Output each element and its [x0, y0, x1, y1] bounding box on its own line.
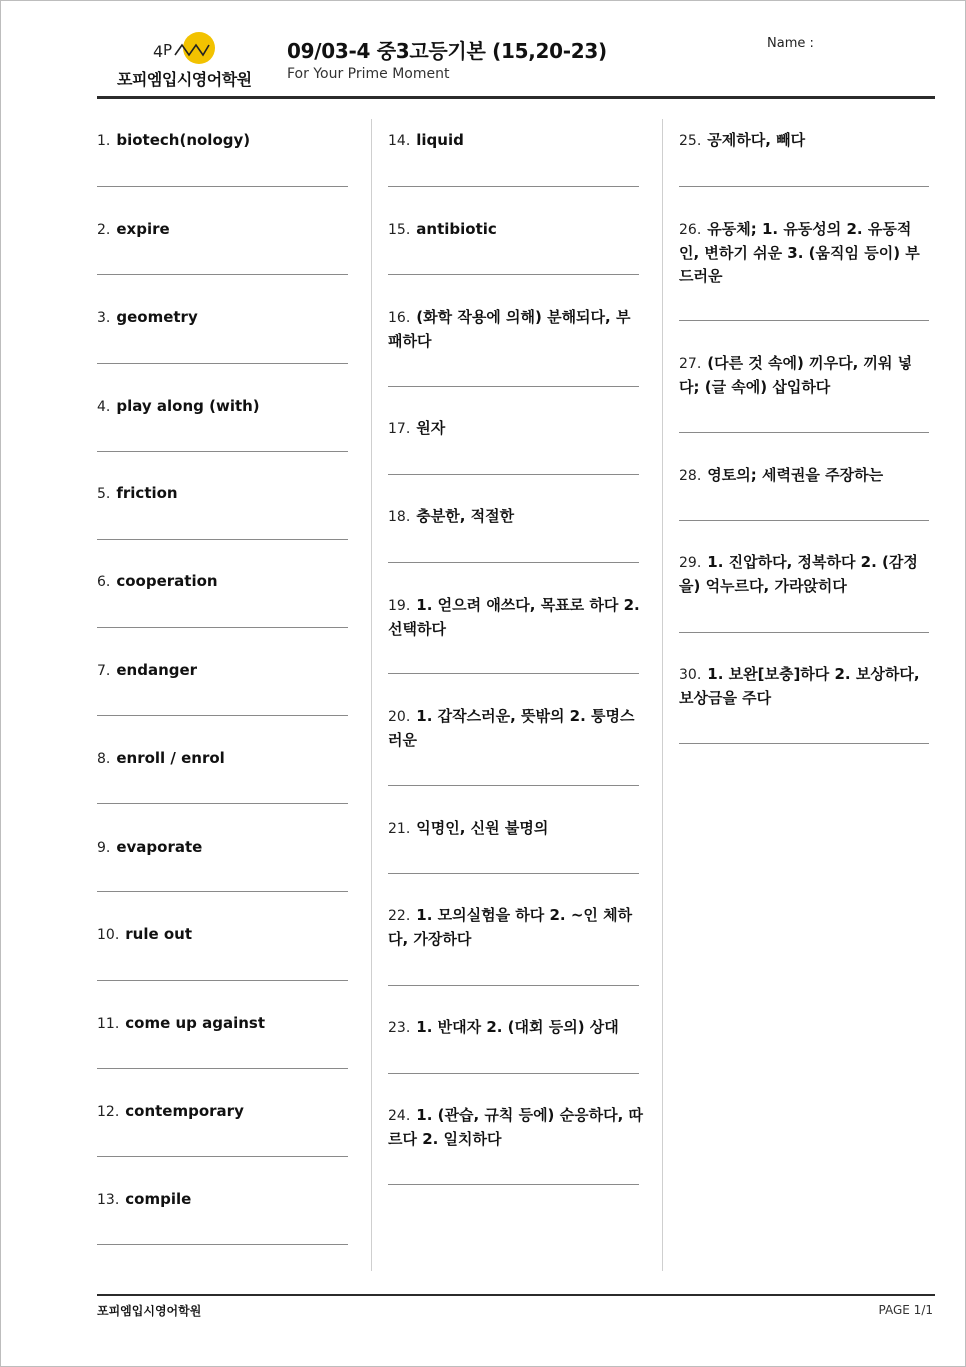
answer-line[interactable]: [97, 803, 348, 804]
answer-line[interactable]: [388, 985, 639, 986]
item-text: 1. 모의실험을 하다 2. ~인 체하다, 가장하다: [388, 906, 633, 948]
list-item: 14. liquid: [388, 131, 464, 149]
item-text: evaporate: [116, 838, 203, 856]
list-item: 16. (화학 작용에 의해) 분해되다, 부패하다: [388, 308, 631, 350]
list-item: 21. 익명인, 신원 불명의: [388, 819, 549, 837]
list-item: 29. 1. 진압하다, 정복하다 2. (감정을) 억누르다, 가라앉히다: [679, 553, 918, 595]
answer-line[interactable]: [679, 186, 929, 187]
item-text: 1. 진압하다, 정복하다 2. (감정을) 억누르다, 가라앉히다: [679, 553, 918, 595]
item-text: (다른 것 속에) 끼우다, 끼워 넣다; (글 속에) 삽입하다: [679, 354, 913, 396]
list-item: 9. evaporate: [97, 838, 203, 856]
list-item: 28. 영토의; 세력권을 주장하는: [679, 466, 884, 484]
answer-line[interactable]: [97, 980, 348, 981]
answer-line[interactable]: [388, 186, 639, 187]
list-item: 5. friction: [97, 484, 178, 502]
list-item: 20. 1. 갑작스러운, 뜻밖의 2. 퉁명스러운: [388, 707, 635, 749]
item-text: enroll / enrol: [116, 749, 225, 767]
item-text: contemporary: [125, 1102, 244, 1120]
item-text: 1. 보완[보충]하다 2. 보상하다, 보상금을 주다: [679, 665, 920, 707]
list-item: 18. 충분한, 적절한: [388, 507, 515, 525]
item-text: 1. 얻으려 애쓰다, 목표로 하다 2. 선택하다: [388, 596, 640, 638]
list-item: 26. 유동체; 1. 유동성의 2. 유동적인, 변하기 쉬운 3. (움직임 등이) 부드러운: [679, 220, 920, 285]
answer-line[interactable]: [97, 715, 348, 716]
answer-line[interactable]: [388, 474, 639, 475]
answer-line[interactable]: [97, 1068, 348, 1069]
list-item: 1. biotech(nology): [97, 131, 251, 149]
item-text: expire: [116, 220, 170, 238]
list-item: 24. 1. (관습, 규칙 등에) 순응하다, 따르다 2. 일치하다: [388, 1106, 644, 1148]
list-item: 6. cooperation: [97, 572, 218, 590]
list-item: 2. expire: [97, 220, 170, 238]
item-text: 익명인, 신원 불명의: [416, 819, 549, 837]
item-text: liquid: [416, 131, 464, 149]
item-text: 공제하다, 빼다: [707, 131, 806, 149]
answer-line[interactable]: [388, 785, 639, 786]
item-text: biotech(nology): [116, 131, 251, 149]
column-divider: [662, 119, 663, 1271]
footer-academy-name: 포피엠입시영어학원: [97, 1304, 202, 1318]
answer-line[interactable]: [97, 274, 348, 275]
header-divider: [97, 96, 935, 99]
item-text: endanger: [116, 661, 198, 679]
list-item: 11. come up against: [97, 1014, 266, 1032]
answer-line[interactable]: [97, 363, 348, 364]
item-text: 1. (관습, 규칙 등에) 순응하다, 따르다 2. 일치하다: [388, 1106, 644, 1148]
item-text: 영토의; 세력권을 주장하는: [707, 466, 884, 484]
item-text: 유동체; 1. 유동성의 2. 유동적인, 변하기 쉬운 3. (움직임 등이) 부드러운: [679, 220, 920, 285]
academy-logo: [111, 31, 261, 91]
answer-line[interactable]: [97, 1156, 348, 1157]
answer-line[interactable]: [97, 451, 348, 452]
page-title: 09/03-4 중3고등기본 (15,20-23): [287, 39, 607, 63]
item-text: 원자: [416, 419, 446, 437]
item-text: geometry: [116, 308, 198, 326]
item-text: 충분한, 적절한: [416, 507, 515, 525]
answer-line[interactable]: [679, 743, 929, 744]
logo-text: 포피엠입시영어학원: [117, 70, 252, 89]
answer-line[interactable]: [388, 1073, 639, 1074]
page-number: PAGE 1/1: [878, 1303, 933, 1317]
item-text: antibiotic: [416, 220, 497, 238]
answer-line[interactable]: [97, 539, 348, 540]
answer-line[interactable]: [97, 1244, 348, 1245]
list-item: 30. 1. 보완[보충]하다 2. 보상하다, 보상금을 주다: [679, 665, 920, 707]
list-item: 27. (다른 것 속에) 끼우다, 끼워 넣다; (글 속에) 삽입하다: [679, 354, 913, 396]
answer-line[interactable]: [388, 673, 639, 674]
list-item: 12. contemporary: [97, 1102, 244, 1120]
logo-mark-icon: [151, 31, 215, 65]
answer-line[interactable]: [388, 274, 639, 275]
answer-line[interactable]: [97, 891, 348, 892]
item-text: rule out: [125, 925, 193, 943]
item-text: compile: [125, 1190, 192, 1208]
list-item: 3. geometry: [97, 308, 198, 326]
list-item: 19. 1. 얻으려 애쓰다, 목표로 하다 2. 선택하다: [388, 596, 640, 638]
item-text: 1. 반대자 2. (대회 등의) 상대: [416, 1018, 619, 1036]
answer-line[interactable]: [388, 873, 639, 874]
svg-text:4: 4: [153, 42, 164, 61]
answer-line[interactable]: [388, 1184, 639, 1185]
list-item: 8. enroll / enrol: [97, 749, 225, 767]
item-text: (화학 작용에 의해) 분해되다, 부패하다: [388, 308, 631, 350]
list-item: 4. play along (with): [97, 397, 260, 415]
list-item: 15. antibiotic: [388, 220, 497, 238]
answer-line[interactable]: [679, 520, 929, 521]
answer-line[interactable]: [679, 632, 929, 633]
item-text: come up against: [125, 1014, 266, 1032]
answer-line[interactable]: [388, 386, 639, 387]
footer-divider: [97, 1294, 935, 1296]
list-item: 10. rule out: [97, 925, 193, 943]
list-item: 22. 1. 모의실험을 하다 2. ~인 체하다, 가장하다: [388, 906, 633, 948]
page-subtitle: For Your Prime Moment: [287, 66, 450, 82]
item-text: friction: [116, 484, 178, 502]
list-item: 7. endanger: [97, 661, 198, 679]
list-item: 25. 공제하다, 빼다: [679, 131, 806, 149]
item-text: 1. 갑작스러운, 뜻밖의 2. 퉁명스러운: [388, 707, 635, 749]
answer-line[interactable]: [679, 320, 929, 321]
list-item: 13. compile: [97, 1190, 192, 1208]
answer-line[interactable]: [97, 627, 348, 628]
answer-line[interactable]: [679, 432, 929, 433]
name-label: Name :: [767, 36, 814, 51]
item-text: cooperation: [116, 572, 218, 590]
list-item: 17. 원자: [388, 419, 446, 437]
item-text: play along (with): [116, 397, 260, 415]
svg-text:P: P: [163, 41, 173, 59]
answer-line[interactable]: [97, 186, 348, 187]
list-item: 23. 1. 반대자 2. (대회 등의) 상대: [388, 1018, 619, 1036]
answer-line[interactable]: [388, 562, 639, 563]
column-divider: [371, 119, 372, 1271]
